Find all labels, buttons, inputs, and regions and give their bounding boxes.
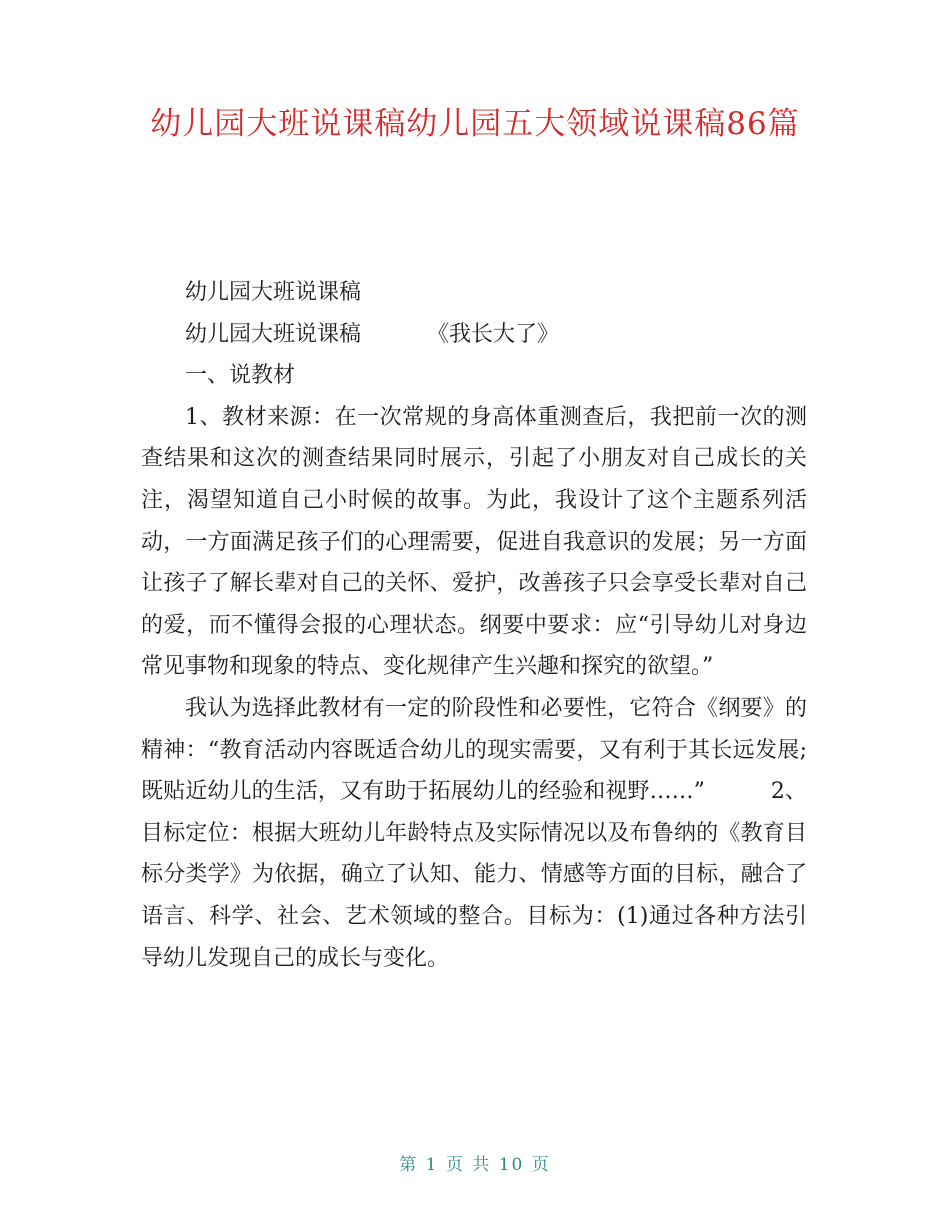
document-title: 幼儿园大班说课稿幼儿园五大领域说课稿86篇 — [150, 106, 800, 142]
subtitle-book-title: 《我长大了》 — [427, 321, 560, 347]
paragraph-material-reason — [141, 688, 807, 979]
paragraph-material-reason-text: 我认为选择此教材有一定的阶段性和必要性，它符合《纲要》的精神：“教育活动内容既适合幼儿的现实需要，又有利于其长远发展;既贴近幼儿的生活，又有助于拓展幼儿的经验和视野……” — [141, 695, 807, 805]
subtitle-text: 幼儿园大班说课稿 — [185, 321, 362, 347]
paragraph-heading: 幼儿园大班说课稿 — [185, 280, 362, 305]
document-body — [141, 272, 807, 979]
paragraph-subtitle — [141, 314, 807, 356]
section-heading: 一、说教材 — [185, 363, 296, 389]
paragraph-goal-text: 2、目标定位：根据大班幼儿年龄特点及实际情况以及布鲁纳的《教育目标分类学》为依据，确立了认知、能力、情感等方面的目标，融合了语言、科学、社会、艺术领域的整合。目标为：(1)通过各种方法引导幼儿发现自己的成长与变化。 — [141, 779, 808, 971]
paragraph-material-source: 1、教材来源：在一次常规的身高体重测查后，我把前一次的测查结果和这次的测查结果同时展示，引起了小朋友对自己成长的关注，渴望知道自己小时候的故事。为此，我设计了这个主题系列活动，一方面满足孩子们的心理需要，促进自我意识的发展；另一方面让孩子了解长辈对自己的关怀、爱护，改善孩子只会享受长辈对自己的爱，而不懂得会报的心理状态。纲要中要求：应“引导幼儿对身边常见事物和现象的特点、变化规律产生兴趣和探究的欲望。” — [141, 404, 807, 680]
page-number-footer: 第 1 页 共 10 页 — [399, 1155, 551, 1175]
